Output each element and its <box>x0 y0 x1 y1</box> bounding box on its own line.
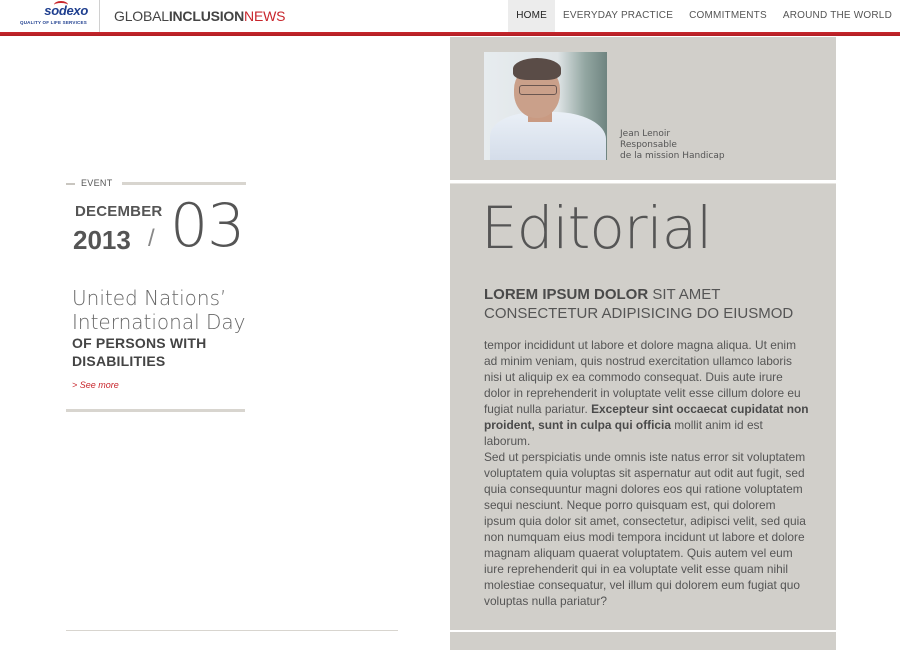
p1-text: tempor incididunt ut labore et dolore magna aliqua. Ut enim ad minim veniam, quis nostrud exercitation ullamco laboris nisi ut aliquip ex ea commodo consequat. Duis aute irure dolor in reprehenderit in voluptate velit esse cillum dolore eu fugiat nulla pariatur. <box>484 338 801 416</box>
header-red-line <box>0 32 900 36</box>
nav-everyday-practice[interactable]: EVERYDAY PRACTICE <box>563 10 674 21</box>
nav-commitments[interactable]: COMMITMENTS <box>689 10 767 21</box>
nav-home[interactable]: HOME <box>508 0 555 32</box>
nav-around-the-world[interactable]: AROUND THE WORLD <box>782 10 892 21</box>
see-more-link[interactable]: > See more <box>72 380 119 390</box>
profile-name: Jean Lenoir <box>620 129 671 139</box>
event-dash <box>66 183 75 185</box>
event-day: 03 <box>170 191 245 261</box>
site-title-inclusion: INCLUSION <box>168 8 245 24</box>
top-header <box>0 0 900 32</box>
editorial-title: Editorial <box>481 194 712 262</box>
event-subtitle: OF PERSONS WITH DISABILITIES <box>72 335 207 369</box>
date-slash: / <box>148 225 155 252</box>
logo-brand-text: sodexo <box>44 3 88 18</box>
main-nav <box>508 0 900 32</box>
site-title-global: GLOBAL <box>114 8 169 24</box>
event-label: EVENT <box>81 178 113 188</box>
profile-role-line1: Responsable <box>620 140 677 150</box>
profile-caption <box>620 129 725 162</box>
event-title: United Nations’ International Day <box>72 286 246 334</box>
editorial-paragraph-1 <box>484 337 810 449</box>
portrait-photo <box>484 52 607 160</box>
event-label-row <box>66 178 246 190</box>
left-footer-rule <box>66 630 398 631</box>
panel-foot <box>450 632 836 650</box>
logo-tagline: QUALITY OF LIFE SERVICES <box>20 20 87 25</box>
editorial-heading-rest: SIT AMET CONSECTETUR ADIPISICING DO EIUSMOD <box>484 286 794 322</box>
p1-bold: Excepteur sint occaecat cupidatat non proident, sunt in culpa qui officia <box>484 402 809 432</box>
photo-glasses <box>519 85 557 95</box>
event-year: 2013 <box>73 225 131 255</box>
site-title-news: NEWS <box>244 8 286 24</box>
photo-hair <box>513 58 561 80</box>
event-month: DECEMBER <box>75 203 163 220</box>
profile-role-line2: de la mission Handicap <box>620 151 725 161</box>
site-title[interactable] <box>114 8 285 24</box>
header-separator <box>99 0 100 32</box>
editorial-heading <box>484 285 814 323</box>
p1-end: mollit anim id est laborum. <box>484 418 763 448</box>
event-rule <box>122 182 246 185</box>
editorial-heading-bold: LOREM IPSUM DOLOR <box>484 286 649 303</box>
event-bottom-rule <box>66 409 245 412</box>
editorial-paragraph-2: Sed ut perspiciatis unde omnis iste natus error sit voluptatem voluptatem quia voluptas sit aspernatur aut odit aut fugit, sed quia consequuntur magni dolores eos qui ratione voluptatem sequi nesciunt. Neque porro quisquam est, qui dolorem ipsum quia dolor sit amet, consectetur, adipisci velit, sed quia non numquam eius modi tempora incidunt ut labore et dolore magnam aliquam quaerat voluptatem. Quis autem vel eum iure reprehenderit qui in ea voluptate velit esse quam nihil molestiae consequatur, vel illum qui dolorem eum fugiat quo voluptas nulla pariatur? <box>484 450 806 608</box>
sodexo-logo-icon[interactable] <box>14 3 94 29</box>
